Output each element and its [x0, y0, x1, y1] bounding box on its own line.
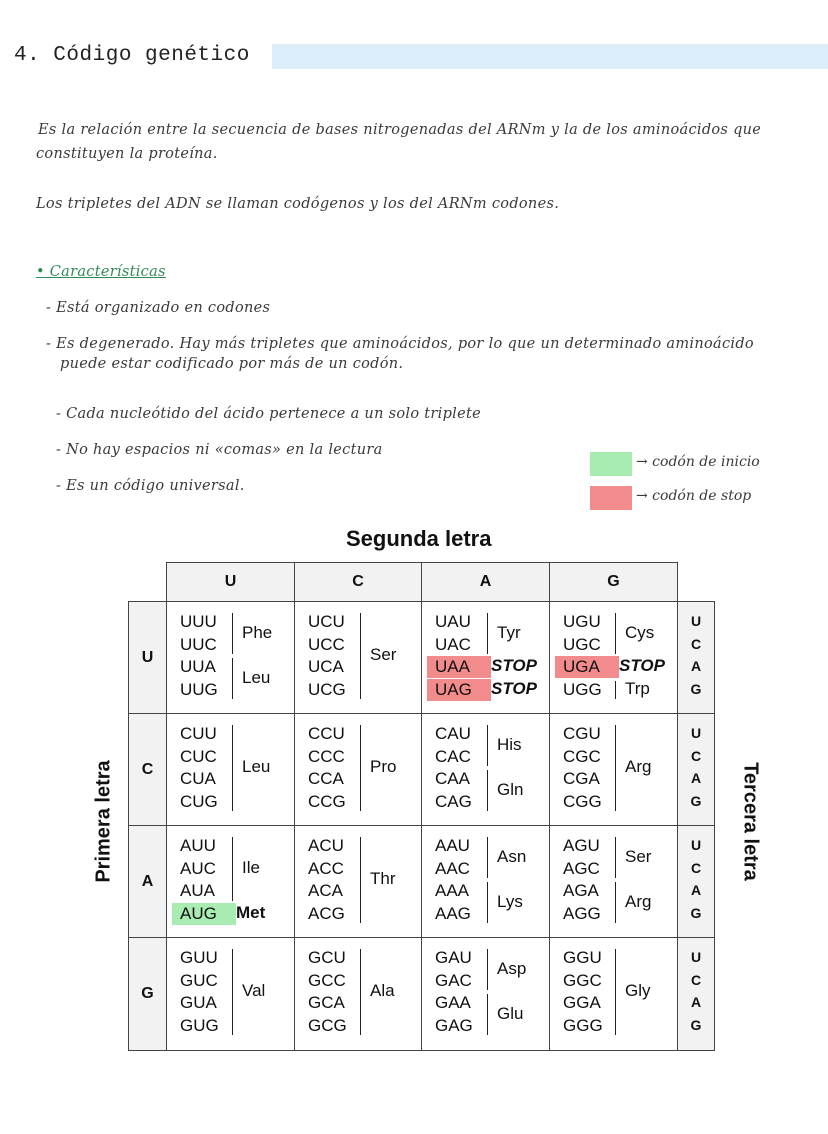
characteristics-heading: • Características [36, 264, 166, 280]
codon: CGC [563, 746, 601, 766]
codon: GAG [435, 1015, 473, 1035]
page-title: 4. Código genético [14, 44, 250, 67]
codon: AGU [563, 836, 600, 855]
amino-acid: Ser [625, 846, 652, 866]
third-letter: C [690, 635, 702, 652]
second-letter-header: G [549, 562, 678, 602]
second-letter-header: C [294, 562, 422, 602]
codon: AAA [435, 881, 470, 900]
codon-list [435, 835, 471, 925]
codon: UGG [563, 679, 602, 699]
codon: GUG [180, 1015, 219, 1035]
definition-line-1: Es la relación entre la secuencia de bases nitrogenadas del ARNm y la de los aminoácidos que [38, 122, 762, 138]
codon: ACG [308, 903, 345, 923]
codon: CAA [435, 769, 470, 788]
codon-group-bracket [360, 613, 361, 699]
codon-list [435, 723, 472, 813]
codon-group-bracket [487, 613, 488, 654]
stop-codon-label: → codón de stop [636, 488, 752, 504]
codon: UGU [563, 612, 601, 631]
codon: AUC [180, 858, 216, 878]
start-codon-swatch [590, 452, 632, 476]
third-letter: U [690, 725, 702, 741]
amino-acid: Ala [370, 981, 395, 1000]
codon: UUA [180, 657, 216, 676]
codon: CAC [435, 746, 471, 766]
codon: CGU [563, 724, 601, 743]
amino-acid: STOP [619, 656, 665, 676]
codon-group-bracket [615, 882, 616, 923]
first-letter-axis-label: Primera letra [92, 760, 115, 883]
codon-group-bracket [615, 837, 616, 878]
codon-group-bracket [487, 837, 488, 878]
first-letter-header: A [128, 825, 167, 938]
codon: CGA [563, 769, 600, 788]
codon-list [308, 611, 346, 701]
codon-list [435, 611, 472, 701]
codon: CCG [308, 791, 346, 811]
codon: ACC [308, 858, 344, 878]
codon-group-bracket [615, 613, 616, 654]
codon: ACA [308, 881, 343, 900]
codon: AGC [563, 858, 600, 878]
amino-acid: Gly [625, 981, 651, 1000]
third-letter: G [690, 792, 702, 809]
third-letter: U [690, 613, 702, 629]
codon: AAG [435, 903, 471, 923]
amino-acid: Phe [242, 622, 273, 642]
codon-list [435, 947, 473, 1037]
amino-acid: Tyr [497, 622, 521, 642]
codon: AUU [180, 836, 216, 855]
codon-group-bracket [232, 725, 233, 811]
first-letter-header: C [128, 713, 167, 826]
codon: GCG [308, 1015, 347, 1035]
codon: CGG [563, 791, 602, 811]
amino-acid: Gln [497, 779, 524, 799]
codon: AAC [435, 858, 470, 878]
codon-list [563, 835, 601, 925]
codon: CCC [308, 746, 345, 766]
codon-group-bracket [487, 725, 488, 766]
amino-acid: Trp [625, 678, 650, 698]
third-letter: G [690, 904, 702, 921]
amino-acid: Ser [370, 645, 397, 664]
amino-acid: Lys [497, 891, 523, 911]
third-letter-column [677, 825, 715, 938]
codon-group-bracket [487, 949, 488, 990]
codon: UAC [435, 634, 471, 654]
codon-group-bracket [232, 613, 233, 654]
codon: UCG [308, 679, 346, 699]
third-letter: C [690, 859, 702, 876]
third-letter-column [677, 713, 715, 826]
codon-list [180, 723, 218, 813]
codon-group-bracket [615, 949, 616, 1035]
third-letter: G [690, 680, 702, 697]
codon-list [180, 835, 217, 925]
codon: AGA [563, 881, 599, 900]
codon-list [308, 835, 345, 925]
amino-acid: Asp [497, 958, 527, 978]
amino-acid: STOP [491, 678, 537, 698]
characteristic-item: - Es degenerado. Hay más tripletes que aminoácidos, por lo que un determinado aminoácido [46, 336, 754, 352]
third-letter: A [690, 994, 702, 1010]
codon-group-bracket [360, 837, 361, 923]
codon: CUG [180, 791, 218, 811]
codon: UGA [563, 657, 600, 676]
codon: GUU [180, 948, 218, 967]
codon: GAU [435, 948, 472, 967]
codon-list [308, 723, 346, 813]
codon: AGG [563, 903, 601, 923]
amino-acid: Glu [497, 1003, 524, 1023]
codon-list [180, 947, 219, 1037]
amino-acid: Cys [625, 622, 655, 642]
codon: UUU [180, 612, 217, 631]
codon-group-bracket [487, 882, 488, 923]
codon: GCU [308, 948, 346, 967]
codon-list [563, 611, 602, 701]
codon-list [563, 723, 602, 813]
amino-acid: Val [242, 981, 266, 1000]
codon-group-bracket [487, 770, 488, 811]
codon: UUC [180, 634, 217, 654]
codon: ACU [308, 836, 344, 855]
codon: UGC [563, 634, 601, 654]
codon: CUC [180, 746, 217, 766]
codon-list [563, 947, 603, 1037]
codon-group-bracket [615, 681, 616, 700]
third-letter: C [690, 971, 702, 988]
first-letter-header: U [128, 601, 167, 714]
amino-acid: Thr [370, 869, 396, 888]
third-letter: C [690, 747, 702, 764]
triplets-note: Los tripletes del ADN se llaman codógenos y los del ARNm codones. [36, 196, 560, 212]
third-letter: U [690, 837, 702, 853]
third-letter: A [690, 770, 702, 786]
codon: UCC [308, 634, 345, 654]
amino-acid: Met [236, 902, 266, 922]
codon-group-bracket [487, 994, 488, 1035]
amino-acid: Leu [242, 757, 271, 776]
amino-acid: Arg [625, 757, 652, 776]
first-letter-header: G [128, 937, 167, 1051]
codon: UAU [435, 612, 471, 631]
stop-codon-swatch [590, 486, 632, 510]
codon: GGC [563, 970, 602, 990]
codon: GAA [435, 993, 471, 1012]
characteristic-item: - Cada nucleótido del ácido pertenece a un solo triplete [56, 406, 481, 422]
title-bar [272, 44, 828, 69]
third-letter: A [690, 658, 702, 674]
codon: CCA [308, 769, 344, 788]
definition-line-2: constituyen la proteína. [36, 146, 218, 162]
third-letter-axis-label: Tercera letra [739, 762, 762, 881]
second-letter-title: Segunda letra [346, 526, 492, 551]
codon: GCC [308, 970, 346, 990]
second-letter-header: A [421, 562, 550, 602]
codon: CAG [435, 791, 472, 811]
characteristic-item: - Es un código universal. [56, 478, 245, 494]
codon: UCU [308, 612, 345, 631]
third-letter-column [677, 601, 715, 714]
amino-acid: Arg [625, 891, 652, 911]
codon: GUA [180, 993, 217, 1012]
codon: GAC [435, 970, 472, 990]
codon: UAA [435, 657, 470, 676]
codon: GGG [563, 1015, 603, 1035]
codon: GUC [180, 970, 218, 990]
codon-group-bracket [232, 837, 233, 901]
third-letter: A [690, 882, 702, 898]
amino-acid: Pro [370, 757, 397, 776]
codon-group-bracket [232, 949, 233, 1035]
codon-group-bracket [360, 949, 361, 1035]
third-letter: U [690, 949, 702, 965]
amino-acid: STOP [491, 656, 537, 676]
third-letter: G [690, 1016, 702, 1033]
characteristic-item: - No hay espacios ni «comas» en la lectura [56, 442, 383, 458]
amino-acid: Ile [242, 857, 260, 877]
codon-group-bracket [615, 725, 616, 811]
third-letter-column [677, 937, 715, 1051]
characteristic-item: puede estar codificado por más de un codón. [60, 356, 404, 372]
codon: CUA [180, 769, 216, 788]
codon: AUG [180, 903, 217, 923]
codon: AUA [180, 881, 215, 900]
amino-acid: Leu [242, 667, 271, 687]
start-codon-label: → codón de inicio [636, 454, 760, 470]
codon: CCU [308, 724, 345, 743]
second-letter-header: U [166, 562, 295, 602]
codon-group-bracket [232, 658, 233, 699]
codon: UAG [435, 679, 472, 699]
codon: UCA [308, 657, 344, 676]
codon-list [180, 611, 218, 701]
codon: CUU [180, 724, 217, 743]
codon: GGA [563, 993, 601, 1012]
amino-acid: His [497, 734, 522, 754]
codon: CAU [435, 724, 471, 743]
characteristic-item: - Está organizado en codones [46, 300, 271, 316]
codon: GCA [308, 993, 345, 1012]
codon: GGU [563, 948, 602, 967]
codon-list [308, 947, 347, 1037]
codon-group-bracket [360, 725, 361, 811]
amino-acid: Asn [497, 846, 527, 866]
codon: UUG [180, 679, 218, 699]
codon: AAU [435, 836, 470, 855]
